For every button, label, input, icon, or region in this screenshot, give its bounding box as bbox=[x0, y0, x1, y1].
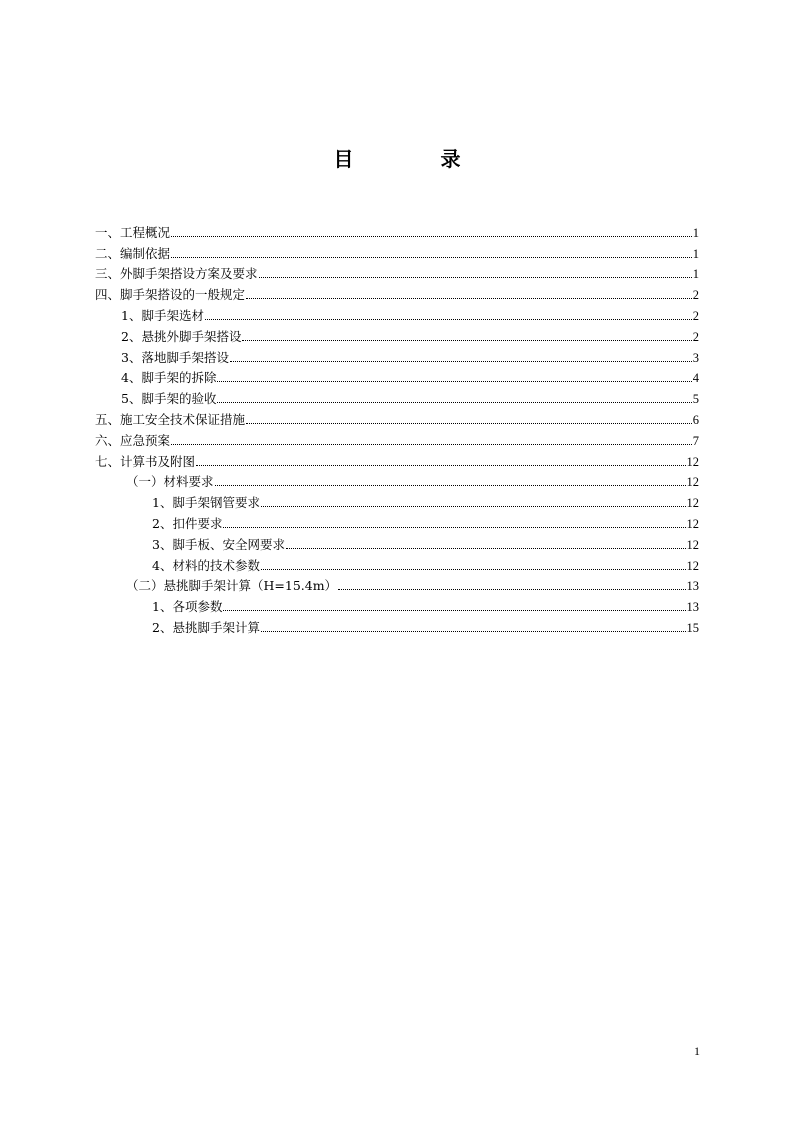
toc-subentry[interactable] bbox=[95, 303, 699, 324]
toc-subentry[interactable] bbox=[95, 366, 699, 387]
toc-subentry[interactable] bbox=[95, 615, 699, 636]
toc-entry-label: 七、计算书及附图 bbox=[95, 453, 196, 469]
toc-dot-leader bbox=[259, 277, 692, 278]
toc-entry-label: 三、外脚手架搭设方案及要求 bbox=[95, 266, 258, 282]
toc-entry[interactable] bbox=[95, 282, 699, 303]
toc-entry-page: 12 bbox=[686, 496, 699, 511]
toc-entry-label: 3、脚手板、安全网要求 bbox=[152, 536, 285, 552]
toc-entry-page: 2 bbox=[692, 288, 699, 303]
toc-entry-page: 12 bbox=[686, 454, 699, 469]
toc-entry[interactable] bbox=[95, 262, 699, 283]
toc-entry-label: 4、脚手架的拆除 bbox=[121, 370, 217, 386]
toc-subentry[interactable] bbox=[95, 324, 699, 345]
toc-dot-leader bbox=[261, 569, 686, 570]
table-of-contents bbox=[95, 220, 699, 636]
toc-dot-leader bbox=[171, 444, 692, 445]
toc-subsection[interactable] bbox=[95, 574, 699, 595]
toc-subentry[interactable] bbox=[95, 553, 699, 574]
toc-entry-label: 六、应急预案 bbox=[95, 432, 171, 448]
toc-entry-page: 4 bbox=[692, 371, 699, 386]
toc-entry[interactable] bbox=[95, 407, 699, 428]
toc-entry-label: 1、脚手架选材 bbox=[121, 307, 204, 323]
toc-entry-label: 五、施工安全技术保证措施 bbox=[95, 411, 246, 427]
toc-entry-label: 二、编制依据 bbox=[95, 245, 171, 261]
toc-entry[interactable] bbox=[95, 428, 699, 449]
toc-entry-label: 1、脚手架钢管要求 bbox=[152, 495, 260, 511]
toc-entry-page: 1 bbox=[692, 267, 699, 282]
toc-entry[interactable] bbox=[95, 449, 699, 470]
toc-entry-page: 13 bbox=[686, 600, 699, 615]
toc-entry-label: 3、落地脚手架搭设 bbox=[121, 349, 229, 365]
toc-entry-page: 1 bbox=[692, 246, 699, 261]
toc-subentry[interactable] bbox=[95, 490, 699, 511]
toc-dot-leader bbox=[171, 257, 692, 258]
toc-entry-page: 2 bbox=[692, 308, 699, 323]
toc-subentry[interactable] bbox=[95, 532, 699, 553]
toc-subentry[interactable] bbox=[95, 386, 699, 407]
toc-dot-leader bbox=[246, 423, 692, 424]
toc-subentry[interactable] bbox=[95, 345, 699, 366]
toc-entry-label: 四、脚手架搭设的一般规定 bbox=[95, 287, 246, 303]
toc-subentry[interactable] bbox=[95, 511, 699, 532]
toc-dot-leader bbox=[261, 506, 686, 507]
toc-dot-leader bbox=[205, 319, 692, 320]
toc-dot-leader bbox=[217, 402, 691, 403]
toc-dot-leader bbox=[261, 631, 686, 632]
toc-dot-leader bbox=[223, 610, 685, 611]
toc-entry-page: 5 bbox=[692, 392, 699, 407]
toc-entry[interactable] bbox=[95, 220, 699, 241]
toc-dot-leader bbox=[217, 381, 691, 382]
toc-entry-page: 15 bbox=[686, 620, 699, 635]
toc-entry-label: 一、工程概况 bbox=[95, 224, 171, 240]
toc-entry-page: 13 bbox=[686, 579, 699, 594]
toc-entry-label: （二）悬挑脚手架计算（H=15.4m） bbox=[126, 578, 338, 594]
toc-dot-leader bbox=[242, 340, 691, 341]
toc-entry-page: 12 bbox=[686, 475, 699, 490]
toc-entry-page: 6 bbox=[692, 412, 699, 427]
toc-entry-label: 2、悬挑脚手架计算 bbox=[152, 619, 260, 635]
toc-subsection[interactable] bbox=[95, 470, 699, 491]
toc-entry-label: 2、悬挑外脚手架搭设 bbox=[121, 328, 242, 344]
toc-subentry[interactable] bbox=[95, 594, 699, 615]
toc-entry-label: 4、材料的技术参数 bbox=[152, 557, 260, 573]
toc-entry-page: 2 bbox=[692, 329, 699, 344]
toc-dot-leader bbox=[223, 527, 685, 528]
toc-entry-label: （一）材料要求 bbox=[126, 474, 214, 490]
footer-page-number: 1 bbox=[694, 1044, 700, 1058]
toc-dot-leader bbox=[338, 589, 685, 590]
toc-entry-page: 12 bbox=[686, 558, 699, 573]
toc-entry-label: 5、脚手架的验收 bbox=[121, 391, 217, 407]
toc-dot-leader bbox=[246, 298, 692, 299]
toc-dot-leader bbox=[196, 465, 685, 466]
toc-title: 目 录 bbox=[333, 147, 501, 171]
toc-entry-label: 1、各项参数 bbox=[152, 599, 223, 615]
toc-entry-page: 12 bbox=[686, 516, 699, 531]
toc-entry-page: 7 bbox=[692, 433, 699, 448]
toc-dot-leader bbox=[215, 485, 686, 486]
toc-dot-leader bbox=[171, 236, 692, 237]
toc-entry-page: 1 bbox=[692, 225, 699, 240]
toc-dot-leader bbox=[286, 548, 686, 549]
toc-entry-label: 2、扣件要求 bbox=[152, 515, 223, 531]
toc-entry-page: 3 bbox=[692, 350, 699, 365]
toc-entry-page: 12 bbox=[686, 537, 699, 552]
toc-dot-leader bbox=[230, 361, 692, 362]
toc-entry[interactable] bbox=[95, 241, 699, 262]
